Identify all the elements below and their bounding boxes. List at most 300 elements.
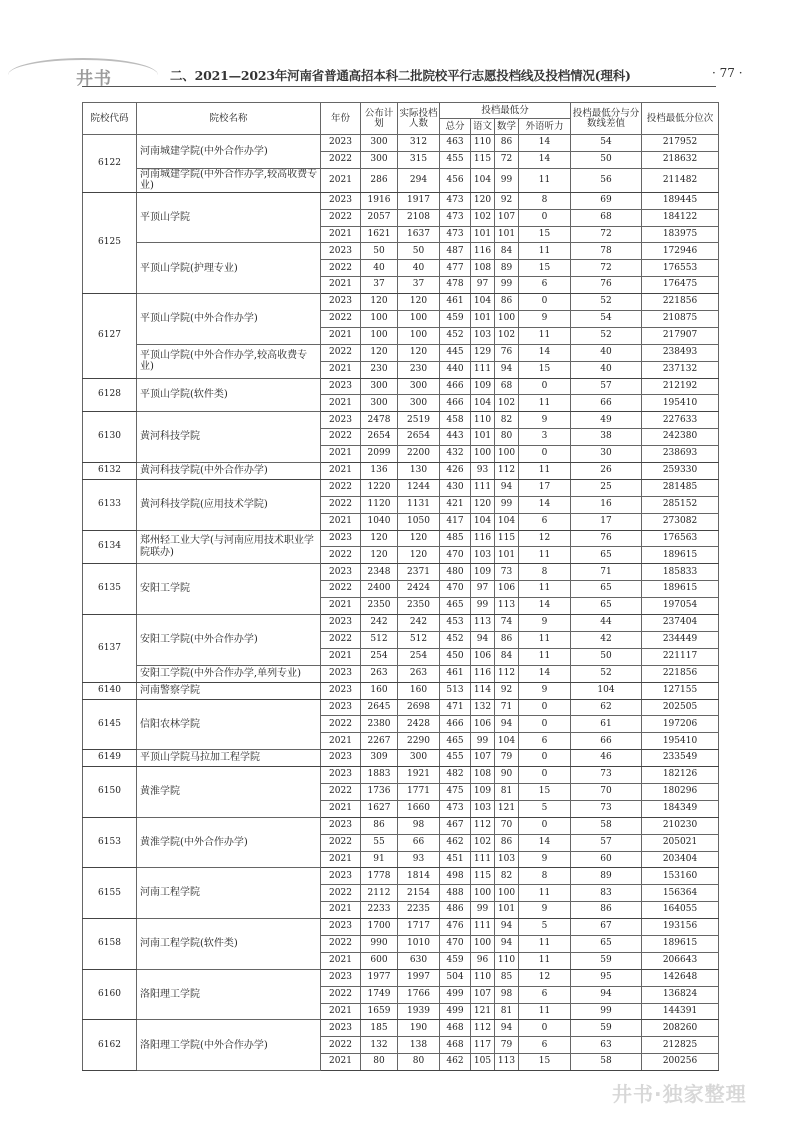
cell-rank: 206643 — [642, 952, 719, 969]
cell-plan: 309 — [361, 750, 398, 767]
cell-foreign-score: 14 — [519, 151, 571, 168]
cell-foreign-score: 0 — [519, 209, 571, 226]
cell-rank: 227633 — [642, 412, 719, 429]
cell-admit: 312 — [398, 135, 440, 152]
cell-chinese-score: 97 — [471, 277, 495, 294]
cell-admit: 315 — [398, 151, 440, 168]
cell-admit: 1010 — [398, 935, 440, 952]
cell-rank: 208260 — [642, 1020, 719, 1037]
cell-rank: 184122 — [642, 209, 719, 226]
cell-math-score: 110 — [495, 952, 519, 969]
cell-math-score: 94 — [495, 716, 519, 733]
cell-score-diff: 95 — [571, 969, 642, 986]
cell-chinese-score: 108 — [471, 260, 495, 277]
cell-math-score: 82 — [495, 412, 519, 429]
cell-plan: 136 — [361, 463, 398, 480]
cell-score-diff: 65 — [571, 935, 642, 952]
school-name: 平顶山学院 — [137, 192, 321, 243]
table-row — [83, 479, 719, 496]
admission-score-table — [82, 102, 719, 1071]
cell-plan: 2350 — [361, 598, 398, 615]
cell-score-diff: 66 — [571, 733, 642, 750]
cell-total-score: 452 — [440, 631, 471, 648]
cell-math-score: 107 — [495, 209, 519, 226]
cell-rank: 238493 — [642, 344, 719, 361]
cell-plan: 120 — [361, 547, 398, 564]
cell-chinese-score: 102 — [471, 834, 495, 851]
school-name: 洛阳理工学院 — [137, 969, 321, 1020]
table-row — [83, 817, 719, 834]
school-name: 河南城建学院(中外合作办学,较高收费专业) — [137, 168, 321, 192]
school-code: 6155 — [83, 868, 137, 919]
cell-math-score: 100 — [495, 311, 519, 328]
cell-rank: 197206 — [642, 716, 719, 733]
cell-score-diff: 65 — [571, 598, 642, 615]
cell-plan: 1040 — [361, 513, 398, 530]
cell-foreign-score: 9 — [519, 851, 571, 868]
table-row — [83, 615, 719, 632]
table-body — [83, 135, 719, 1071]
cell-chinese-score: 101 — [471, 226, 495, 243]
cell-rank: 237132 — [642, 361, 719, 378]
cell-score-diff: 16 — [571, 496, 642, 513]
cell-plan: 300 — [361, 151, 398, 168]
cell-plan: 2267 — [361, 733, 398, 750]
cell-year: 2022 — [321, 547, 361, 564]
cell-admit: 130 — [398, 463, 440, 480]
cell-total-score: 432 — [440, 446, 471, 463]
cell-foreign-score: 14 — [519, 834, 571, 851]
cell-rank: 221856 — [642, 294, 719, 311]
cell-chinese-score: 111 — [471, 851, 495, 868]
cell-year: 2021 — [321, 851, 361, 868]
cell-plan: 1977 — [361, 969, 398, 986]
cell-total-score: 476 — [440, 919, 471, 936]
cell-admit: 300 — [398, 395, 440, 412]
cell-year: 2022 — [321, 260, 361, 277]
cell-chinese-score: 112 — [471, 817, 495, 834]
cell-math-score: 85 — [495, 969, 519, 986]
cell-plan: 100 — [361, 327, 398, 344]
cell-score-diff: 65 — [571, 581, 642, 598]
cell-foreign-score: 11 — [519, 631, 571, 648]
cell-math-score: 92 — [495, 192, 519, 209]
cell-plan: 300 — [361, 378, 398, 395]
cell-plan: 230 — [361, 361, 398, 378]
cell-chinese-score: 132 — [471, 699, 495, 716]
cell-rank: 153160 — [642, 868, 719, 885]
cell-score-diff: 52 — [571, 327, 642, 344]
cell-score-diff: 60 — [571, 851, 642, 868]
cell-math-score: 81 — [495, 1003, 519, 1020]
cell-chinese-score: 110 — [471, 135, 495, 152]
cell-score-diff: 78 — [571, 243, 642, 260]
cell-foreign-score: 6 — [519, 1037, 571, 1054]
cell-plan: 40 — [361, 260, 398, 277]
cell-admit: 1660 — [398, 800, 440, 817]
cell-total-score: 445 — [440, 344, 471, 361]
school-code: 6149 — [83, 750, 137, 767]
cell-foreign-score: 11 — [519, 885, 571, 902]
cell-total-score: 477 — [440, 260, 471, 277]
cell-foreign-score: 14 — [519, 665, 571, 682]
cell-admit: 120 — [398, 344, 440, 361]
cell-foreign-score: 14 — [519, 344, 571, 361]
cell-admit: 93 — [398, 851, 440, 868]
cell-admit: 2519 — [398, 412, 440, 429]
cell-rank: 197054 — [642, 598, 719, 615]
cell-rank: 285152 — [642, 496, 719, 513]
cell-chinese-score: 101 — [471, 429, 495, 446]
cell-foreign-score: 6 — [519, 277, 571, 294]
cell-total-score: 504 — [440, 969, 471, 986]
cell-total-score: 461 — [440, 665, 471, 682]
cell-plan: 2478 — [361, 412, 398, 429]
cell-total-score: 468 — [440, 1020, 471, 1037]
cell-year: 2023 — [321, 817, 361, 834]
cell-foreign-score: 5 — [519, 800, 571, 817]
cell-chinese-score: 103 — [471, 547, 495, 564]
page-title: 二、2021—2023年河南省普通高招本科二批院校平行志愿投档线及投档情况(理科) — [170, 68, 631, 83]
cell-chinese-score: 112 — [471, 1020, 495, 1037]
cell-year: 2022 — [321, 935, 361, 952]
cell-year: 2022 — [321, 986, 361, 1003]
cell-year: 2021 — [321, 1054, 361, 1071]
cell-total-score: 480 — [440, 564, 471, 581]
cell-admit: 138 — [398, 1037, 440, 1054]
cell-year: 2021 — [321, 1003, 361, 1020]
cell-plan: 55 — [361, 834, 398, 851]
cell-total-score: 466 — [440, 395, 471, 412]
cell-total-score: 430 — [440, 479, 471, 496]
cell-chinese-score: 117 — [471, 1037, 495, 1054]
cell-year: 2022 — [321, 479, 361, 496]
cell-score-diff: 46 — [571, 750, 642, 767]
cell-rank: 203404 — [642, 851, 719, 868]
cell-total-score: 465 — [440, 598, 471, 615]
cell-year: 2023 — [321, 1020, 361, 1037]
cell-rank: 185833 — [642, 564, 719, 581]
cell-chinese-score: 129 — [471, 344, 495, 361]
cell-foreign-score: 12 — [519, 969, 571, 986]
cell-rank: 172946 — [642, 243, 719, 260]
cell-chinese-score: 100 — [471, 935, 495, 952]
cell-total-score: 455 — [440, 750, 471, 767]
cell-rank: 273082 — [642, 513, 719, 530]
cell-score-diff: 83 — [571, 885, 642, 902]
cell-score-diff: 17 — [571, 513, 642, 530]
cell-foreign-score: 8 — [519, 868, 571, 885]
cell-chinese-score: 108 — [471, 767, 495, 784]
cell-math-score: 86 — [495, 294, 519, 311]
cell-total-score: 466 — [440, 378, 471, 395]
school-name: 平顶山学院(软件类) — [137, 378, 321, 412]
school-code: 6158 — [83, 919, 137, 970]
cell-plan: 263 — [361, 665, 398, 682]
cell-total-score: 421 — [440, 496, 471, 513]
cell-score-diff: 89 — [571, 868, 642, 885]
cell-foreign-score: 15 — [519, 783, 571, 800]
cell-rank: 233549 — [642, 750, 719, 767]
cell-total-score: 499 — [440, 986, 471, 1003]
table-row — [83, 767, 719, 784]
table-row — [83, 135, 719, 152]
cell-math-score: 98 — [495, 986, 519, 1003]
cell-score-diff: 40 — [571, 344, 642, 361]
table-row — [83, 530, 719, 547]
cell-year: 2022 — [321, 631, 361, 648]
cell-plan: 1736 — [361, 783, 398, 800]
col-header-chinese: 语文 — [471, 119, 495, 135]
cell-math-score: 73 — [495, 564, 519, 581]
cell-chinese-score: 105 — [471, 1054, 495, 1071]
cell-foreign-score: 14 — [519, 135, 571, 152]
cell-foreign-score: 15 — [519, 1054, 571, 1071]
school-name: 黄淮学院(中外合作办学) — [137, 817, 321, 868]
cell-admit: 2371 — [398, 564, 440, 581]
cell-score-diff: 73 — [571, 767, 642, 784]
cell-plan: 300 — [361, 395, 398, 412]
cell-plan: 254 — [361, 648, 398, 665]
cell-chinese-score: 104 — [471, 294, 495, 311]
cell-foreign-score: 9 — [519, 311, 571, 328]
school-code: 6127 — [83, 294, 137, 378]
cell-score-diff: 73 — [571, 800, 642, 817]
cell-foreign-score: 0 — [519, 699, 571, 716]
cell-plan: 1916 — [361, 192, 398, 209]
cell-score-diff: 58 — [571, 1054, 642, 1071]
cell-math-score: 113 — [495, 598, 519, 615]
cell-math-score: 94 — [495, 935, 519, 952]
cell-chinese-score: 114 — [471, 682, 495, 699]
school-name: 黄淮学院 — [137, 767, 321, 818]
cell-year: 2021 — [321, 463, 361, 480]
cell-math-score: 86 — [495, 631, 519, 648]
cell-plan: 2645 — [361, 699, 398, 716]
cell-rank: 238693 — [642, 446, 719, 463]
cell-plan: 2348 — [361, 564, 398, 581]
cell-total-score: 461 — [440, 294, 471, 311]
page-number: · 77 · — [712, 66, 743, 80]
school-name: 郑州轻工业大学(与河南应用技术职业学院联办) — [137, 530, 321, 564]
cell-total-score: 467 — [440, 817, 471, 834]
cell-plan: 160 — [361, 682, 398, 699]
cell-chinese-score: 106 — [471, 648, 495, 665]
cell-foreign-score: 11 — [519, 547, 571, 564]
cell-chinese-score: 99 — [471, 733, 495, 750]
cell-rank: 281485 — [642, 479, 719, 496]
cell-total-score: 458 — [440, 412, 471, 429]
cell-rank: 259330 — [642, 463, 719, 480]
cell-admit: 230 — [398, 361, 440, 378]
school-name: 河南城建学院(中外合作办学) — [137, 135, 321, 169]
cell-plan: 132 — [361, 1037, 398, 1054]
cell-admit: 120 — [398, 294, 440, 311]
cell-math-score: 101 — [495, 902, 519, 919]
cell-foreign-score: 0 — [519, 767, 571, 784]
table-row — [83, 919, 719, 936]
cell-score-diff: 50 — [571, 648, 642, 665]
cell-foreign-score: 11 — [519, 395, 571, 412]
cell-admit: 1131 — [398, 496, 440, 513]
col-header-math: 数学 — [495, 119, 519, 135]
cell-plan: 300 — [361, 135, 398, 152]
cell-foreign-score: 9 — [519, 615, 571, 632]
cell-chinese-score: 113 — [471, 615, 495, 632]
cell-total-score: 473 — [440, 192, 471, 209]
cell-total-score: 443 — [440, 429, 471, 446]
school-code: 6128 — [83, 378, 137, 412]
col-header-score-group: 投档最低分 — [440, 103, 571, 119]
cell-total-score: 459 — [440, 952, 471, 969]
cell-score-diff: 44 — [571, 615, 642, 632]
cell-year: 2022 — [321, 429, 361, 446]
cell-foreign-score: 11 — [519, 581, 571, 598]
cell-score-diff: 76 — [571, 277, 642, 294]
cell-chinese-score: 97 — [471, 581, 495, 598]
cell-year: 2023 — [321, 682, 361, 699]
cell-math-score: 72 — [495, 151, 519, 168]
cell-plan: 2112 — [361, 885, 398, 902]
cell-chinese-score: 106 — [471, 716, 495, 733]
cell-score-diff: 49 — [571, 412, 642, 429]
cell-plan: 37 — [361, 277, 398, 294]
cell-rank: 182126 — [642, 767, 719, 784]
table-row — [83, 192, 719, 209]
col-header-code: 院校代码 — [83, 103, 137, 135]
cell-foreign-score: 11 — [519, 463, 571, 480]
table-row — [83, 682, 719, 699]
cell-admit: 300 — [398, 378, 440, 395]
cell-chinese-score: 103 — [471, 327, 495, 344]
cell-score-diff: 72 — [571, 226, 642, 243]
cell-year: 2021 — [321, 733, 361, 750]
cell-chinese-score: 99 — [471, 598, 495, 615]
cell-plan: 242 — [361, 615, 398, 632]
table-row — [83, 463, 719, 480]
cell-chinese-score: 100 — [471, 885, 495, 902]
cell-math-score: 99 — [495, 277, 519, 294]
cell-foreign-score: 0 — [519, 817, 571, 834]
cell-rank: 212192 — [642, 378, 719, 395]
cell-foreign-score: 6 — [519, 986, 571, 1003]
cell-year: 2021 — [321, 513, 361, 530]
cell-chinese-score: 116 — [471, 243, 495, 260]
cell-total-score: 471 — [440, 699, 471, 716]
cell-year: 2023 — [321, 378, 361, 395]
cell-foreign-score: 0 — [519, 750, 571, 767]
cell-math-score: 113 — [495, 1054, 519, 1071]
school-name: 平顶山学院(护理专业) — [137, 243, 321, 294]
cell-foreign-score: 0 — [519, 716, 571, 733]
table-row — [83, 868, 719, 885]
cell-foreign-score: 6 — [519, 733, 571, 750]
cell-math-score: 81 — [495, 783, 519, 800]
school-name: 黄河科技学院(应用技术学院) — [137, 479, 321, 530]
cell-chinese-score: 104 — [471, 168, 495, 192]
cell-score-diff: 54 — [571, 135, 642, 152]
cell-score-diff: 69 — [571, 192, 642, 209]
cell-score-diff: 59 — [571, 952, 642, 969]
cell-admit: 1997 — [398, 969, 440, 986]
table-row — [83, 750, 719, 767]
cell-year: 2022 — [321, 581, 361, 598]
cell-total-score: 451 — [440, 851, 471, 868]
cell-year: 2023 — [321, 969, 361, 986]
cell-rank: 156364 — [642, 885, 719, 902]
cell-math-score: 100 — [495, 885, 519, 902]
cell-rank: 242380 — [642, 429, 719, 446]
cell-score-diff: 57 — [571, 834, 642, 851]
cell-year: 2022 — [321, 834, 361, 851]
cell-foreign-score: 8 — [519, 564, 571, 581]
cell-foreign-score: 11 — [519, 1003, 571, 1020]
cell-plan: 2233 — [361, 902, 398, 919]
cell-year: 2023 — [321, 564, 361, 581]
cell-rank: 183975 — [642, 226, 719, 243]
cell-total-score: 468 — [440, 1037, 471, 1054]
cell-admit: 1766 — [398, 986, 440, 1003]
cell-score-diff: 50 — [571, 151, 642, 168]
cell-year: 2022 — [321, 496, 361, 513]
cell-admit: 120 — [398, 547, 440, 564]
cell-foreign-score: 15 — [519, 361, 571, 378]
cell-admit: 630 — [398, 952, 440, 969]
cell-year: 2021 — [321, 395, 361, 412]
cell-chinese-score: 115 — [471, 151, 495, 168]
school-code: 6145 — [83, 699, 137, 750]
cell-rank: 142648 — [642, 969, 719, 986]
cell-year: 2023 — [321, 192, 361, 209]
col-header-rank: 投档最低分位次 — [642, 103, 719, 135]
cell-total-score: 499 — [440, 1003, 471, 1020]
cell-score-diff: 63 — [571, 1037, 642, 1054]
cell-score-diff: 62 — [571, 699, 642, 716]
cell-admit: 512 — [398, 631, 440, 648]
cell-chinese-score: 110 — [471, 969, 495, 986]
cell-rank: 193156 — [642, 919, 719, 936]
school-code: 6122 — [83, 135, 137, 193]
cell-plan: 185 — [361, 1020, 398, 1037]
cell-plan: 1120 — [361, 496, 398, 513]
cell-total-score: 470 — [440, 935, 471, 952]
cell-chinese-score: 116 — [471, 530, 495, 547]
cell-rank: 200256 — [642, 1054, 719, 1071]
cell-chinese-score: 99 — [471, 902, 495, 919]
cell-math-score: 94 — [495, 919, 519, 936]
cell-rank: 144391 — [642, 1003, 719, 1020]
cell-score-diff: 57 — [571, 378, 642, 395]
cell-math-score: 79 — [495, 1037, 519, 1054]
cell-plan: 600 — [361, 952, 398, 969]
cell-year: 2023 — [321, 919, 361, 936]
cell-year: 2023 — [321, 750, 361, 767]
school-name: 黄河科技学院 — [137, 412, 321, 463]
cell-year: 2023 — [321, 665, 361, 682]
cell-score-diff: 42 — [571, 631, 642, 648]
cell-year: 2023 — [321, 699, 361, 716]
cell-rank: 210875 — [642, 311, 719, 328]
cell-admit: 2424 — [398, 581, 440, 598]
cell-plan: 990 — [361, 935, 398, 952]
cell-rank: 211482 — [642, 168, 719, 192]
cell-rank: 195410 — [642, 733, 719, 750]
cell-foreign-score: 11 — [519, 327, 571, 344]
cell-math-score: 104 — [495, 733, 519, 750]
cell-foreign-score: 6 — [519, 513, 571, 530]
cell-admit: 254 — [398, 648, 440, 665]
cell-admit: 1050 — [398, 513, 440, 530]
